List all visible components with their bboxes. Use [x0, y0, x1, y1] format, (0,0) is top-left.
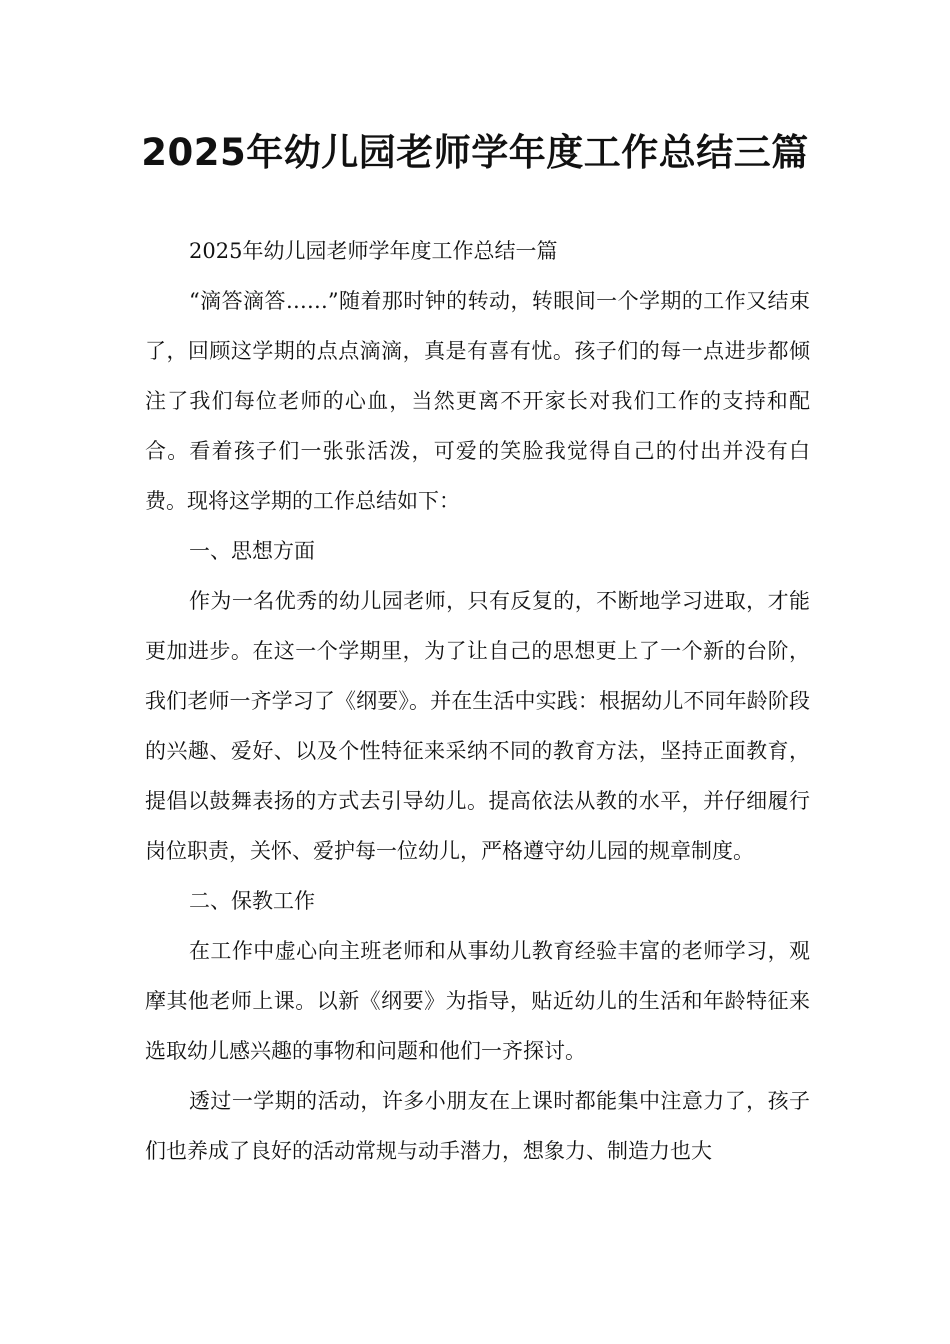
document-body [145, 226, 810, 1176]
section-heading: 2025年幼儿园老师学年度工作总结一篇 [189, 239, 558, 263]
paragraph: 透过一学期的活动，许多小朋友在上课时都能集中注意力了，孩子们也养成了良好的活动常规与动手潜力，想象力、制造力也大 [145, 1089, 810, 1163]
section-heading: 二、保教工作 [189, 889, 315, 913]
paragraph: 在工作中虚心向主班老师和从事幼儿教育经验丰富的老师学习，观摩其他老师上课。以新《纲要》为指导，贴近幼儿的生活和年龄特征来选取幼儿感兴趣的事物和问题和他们一齐探讨。 [145, 939, 810, 1063]
section-heading: 一、思想方面 [189, 539, 315, 563]
paragraph: 作为一名优秀的幼儿园老师，只有反复的，不断地学习进取，才能更加进步。在这一个学期里，为了让自己的思想更上了一个新的台阶，我们老师一齐学习了《纲要》。并在生活中实践：根据幼儿不同年龄阶段的兴趣、爱好、以及个性特征来采纳不同的教育方法，坚持正面教育，提倡以鼓舞表扬的方式去引导幼儿。提高依法从教的水平，并仔细履行岗位职责，关怀、爱护每一位幼儿，严格遵守幼儿园的规章制度。 [145, 589, 810, 863]
document-title: 2025年幼儿园老师学年度工作总结三篇 [141, 131, 809, 174]
paragraph: “滴答滴答……”随着那时钟的转动，转眼间一个学期的工作又结束了，回顾这学期的点点滴滴，真是有喜有忧。孩子们的每一点进步都倾注了我们每位老师的心血，当然更离不开家长对我们工作的支持和配合。看着孩子们一张张活泼，可爱的笑脸我觉得自己的付出并没有白费。现将这学期的工作总结如下： [145, 289, 810, 513]
